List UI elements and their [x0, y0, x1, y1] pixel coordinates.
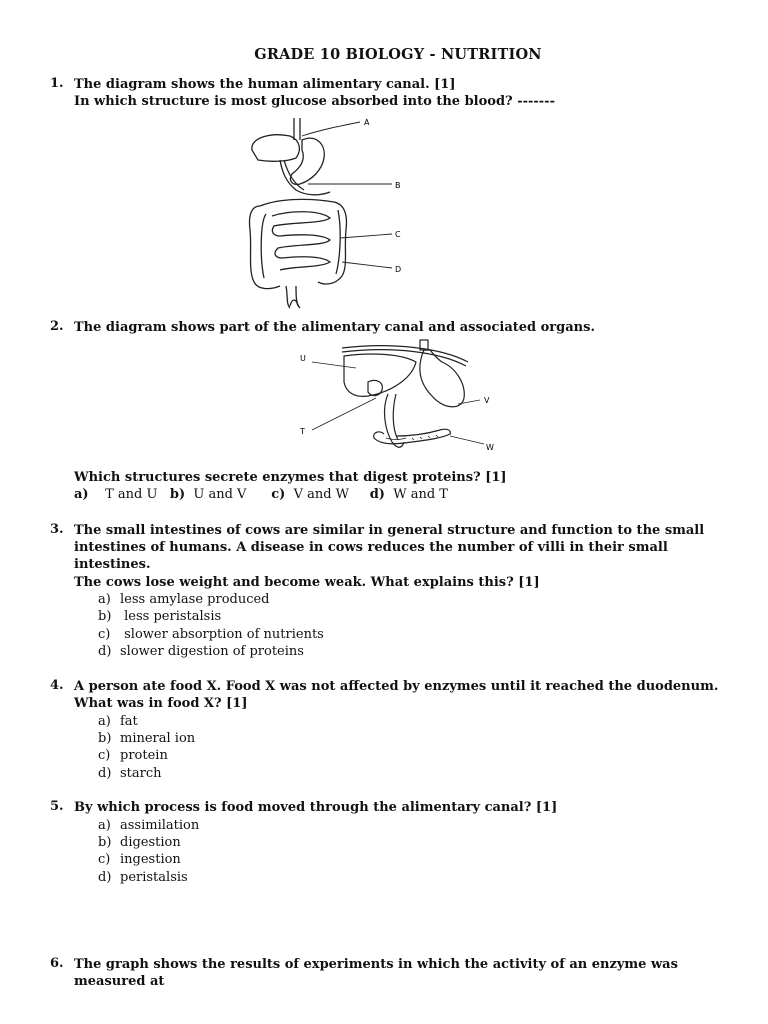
q5-option-a[interactable]: a) assimilation	[98, 818, 200, 833]
question-5-number: 5.	[50, 799, 64, 814]
question-2-options	[74, 487, 448, 502]
q4-option-b[interactable]: b) mineral ion	[98, 731, 196, 746]
digestive-organs-diagram	[292, 338, 512, 458]
option-d[interactable]: d) W and T	[369, 487, 448, 502]
question-2-prompt: Which structures secrete enzymes that digest proteins? [1]	[74, 470, 507, 485]
q4-option-a[interactable]: a) fat	[98, 714, 138, 729]
question-4-line-1: A person ate food X. Food X was not affected by enzymes until it reached the duodenum.	[74, 679, 719, 694]
question-3-prompt: The cows lose weight and become weak. What explains this? [1]	[74, 575, 540, 590]
label-c: C	[395, 230, 401, 239]
q4-option-c[interactable]: c) protein	[98, 748, 168, 763]
q3-option-d[interactable]: d) slower digestion of proteins	[98, 644, 304, 659]
alimentary-canal-diagram	[230, 110, 420, 310]
question-4-prompt: What was in food X? [1]	[74, 696, 248, 711]
question-6-line-1: The graph shows the results of experiments in which the activity of an enzyme was	[74, 957, 678, 972]
question-1-text: The diagram shows the human alimentary canal. [1]	[74, 77, 456, 92]
q5-option-c[interactable]: c) ingestion	[98, 852, 181, 867]
question-3-line-1: The small intestines of cows are similar in general structure and function to the small	[74, 523, 705, 538]
gall-bladder	[368, 380, 382, 395]
question-3-line-3: intestines.	[74, 557, 151, 572]
question-2-text: The diagram shows part of the alimentary canal and associated organs.	[74, 320, 595, 335]
q5-option-b[interactable]: b) digestion	[98, 835, 181, 850]
label-t: T	[300, 427, 305, 436]
liver-shape	[252, 135, 300, 162]
label-a: A	[364, 118, 370, 127]
label-b: B	[395, 181, 401, 190]
q3-option-b[interactable]: b) less peristalsis	[98, 609, 222, 624]
stomach-shape	[290, 138, 324, 184]
label-u: U	[300, 354, 306, 363]
option-c[interactable]: c) V and W	[271, 487, 350, 502]
option-a[interactable]: a) T and U	[74, 487, 158, 502]
question-5-prompt: By which process is food moved through the alimentary canal? [1]	[74, 800, 558, 815]
question-6-line-2: measured at	[74, 974, 165, 989]
q5-option-d[interactable]: d) peristalsis	[98, 870, 188, 885]
small-intestine	[272, 212, 330, 270]
question-6-number: 6.	[50, 956, 64, 971]
question-1-prompt: In which structure is most glucose absorbed into the blood? -------	[74, 94, 555, 109]
large-intestine	[249, 206, 280, 289]
label-w: W	[486, 443, 494, 452]
question-2-number: 2.	[50, 319, 64, 334]
question-1-number: 1.	[50, 76, 64, 91]
question-4-number: 4.	[50, 678, 64, 693]
q3-option-a[interactable]: a) less amylase produced	[98, 592, 270, 607]
question-3-number: 3.	[50, 522, 64, 537]
stomach-shape	[420, 350, 464, 407]
pancreas-shape	[374, 429, 451, 444]
label-v: V	[484, 396, 490, 405]
q3-option-c[interactable]: c) slower absorption of nutrients	[98, 627, 324, 642]
question-3-line-2: intestines of humans. A disease in cows reduces the number of villi in their small	[74, 540, 668, 555]
liver-shape	[344, 354, 416, 396]
option-b[interactable]: b) U and V	[169, 487, 247, 502]
page-title: GRADE 10 BIOLOGY - NUTRITION	[254, 46, 542, 63]
q4-option-d[interactable]: d) starch	[98, 766, 162, 781]
label-d: D	[395, 265, 402, 274]
